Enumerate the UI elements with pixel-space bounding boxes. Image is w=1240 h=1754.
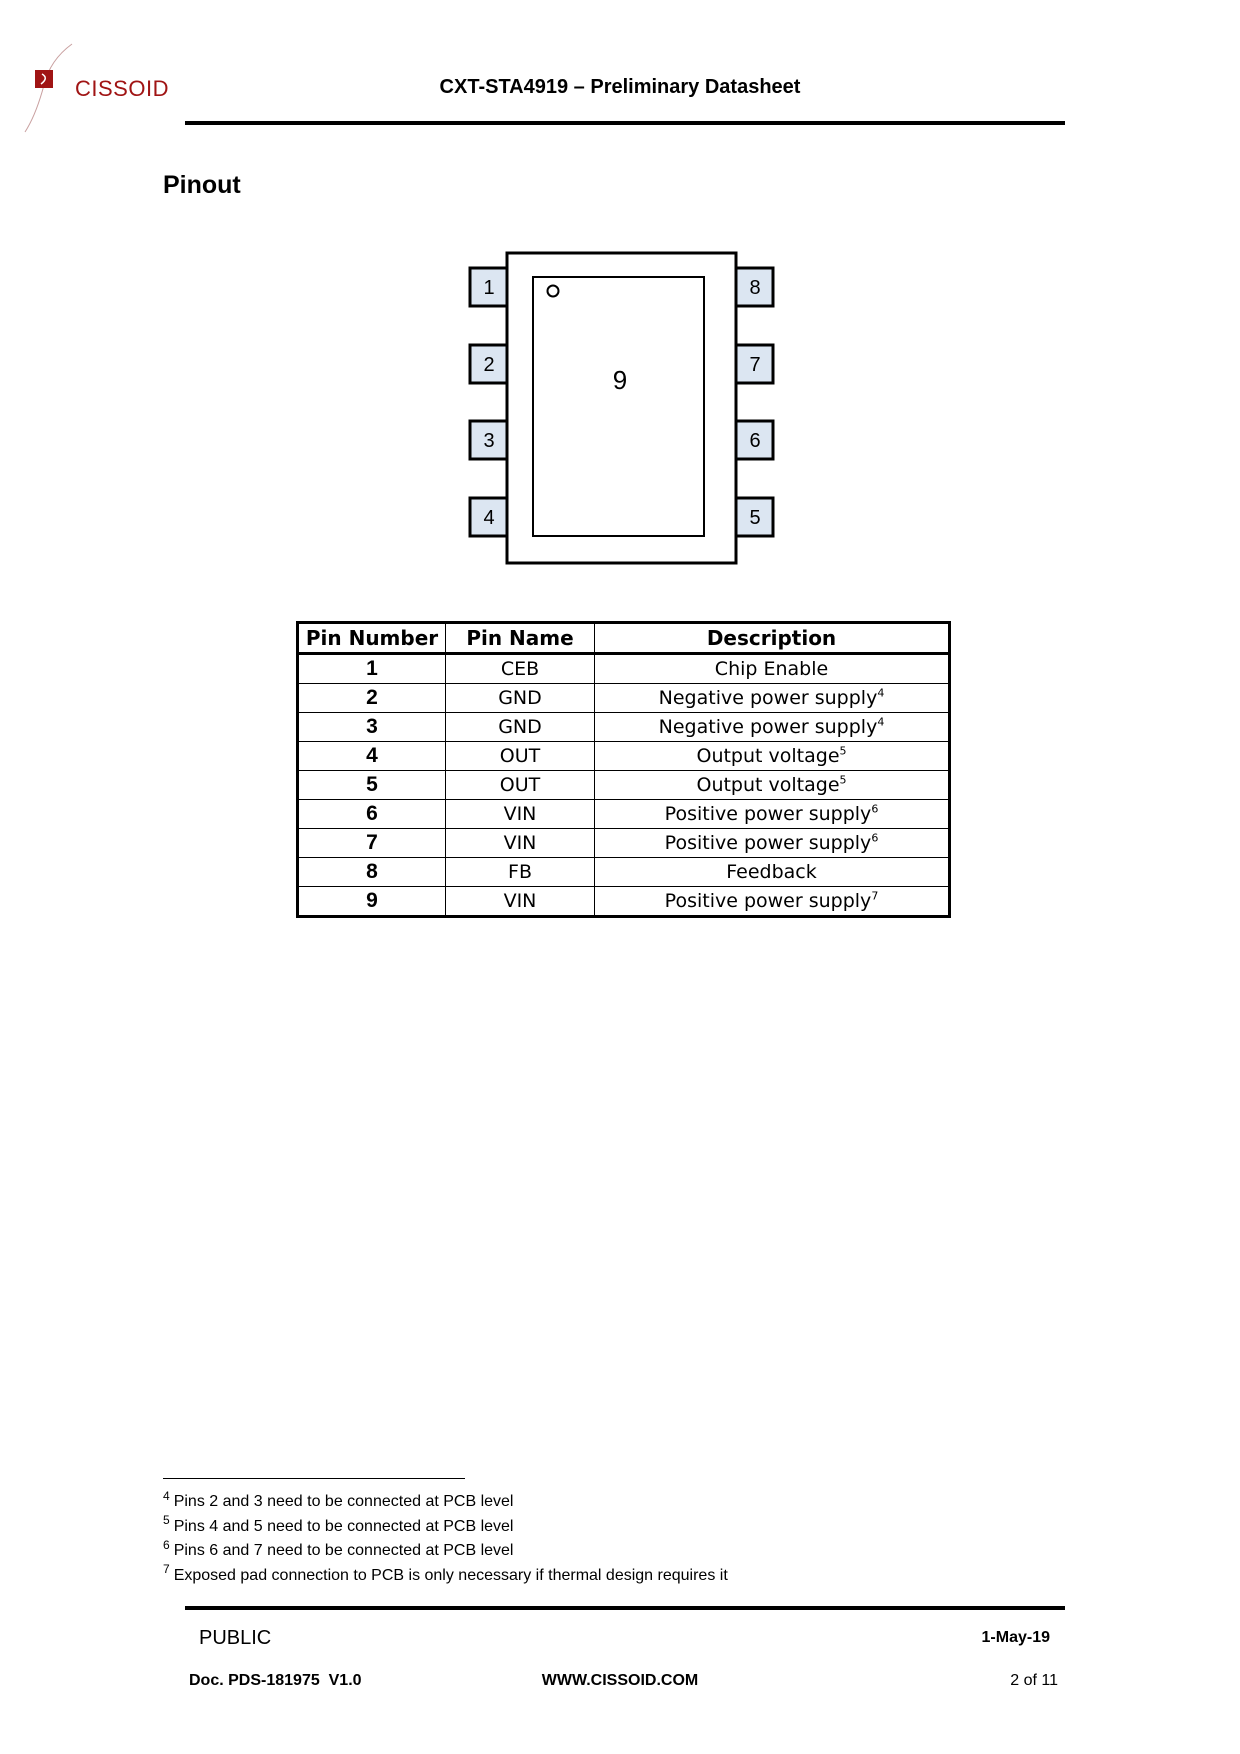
pin-name-cell: VIN — [446, 829, 595, 858]
footnote-mark: 4 — [163, 1488, 170, 1503]
pin-number-cell: 7 — [298, 829, 446, 858]
footnote — [163, 1515, 728, 1540]
footnote — [163, 1490, 728, 1515]
pin-description-text: Positive power supply — [664, 832, 872, 854]
table-row — [298, 684, 950, 713]
pin-description-cell — [595, 858, 950, 887]
col-header-pin-name: Pin Name — [446, 623, 595, 654]
col-header-description: Description — [595, 623, 950, 654]
pin-number-cell: 5 — [298, 771, 446, 800]
footnote — [163, 1539, 728, 1564]
document-id: Doc. PDS-181975 V1.0 — [189, 1672, 362, 1689]
pin-description-cell — [595, 654, 950, 684]
footnote — [163, 1564, 728, 1589]
pin1-marker — [548, 286, 559, 297]
pin-number-cell: 8 — [298, 858, 446, 887]
footnote-ref: 5 — [839, 773, 847, 787]
pin-description-cell — [595, 713, 950, 742]
footer-divider — [185, 1606, 1065, 1610]
footnotes — [163, 1490, 728, 1588]
pin-description-text: Negative power supply — [658, 687, 878, 709]
pin-description-text: Positive power supply — [664, 803, 872, 825]
pin-description-text: Negative power supply — [658, 716, 878, 738]
section-title: Pinout — [163, 171, 241, 199]
pin-name-cell: VIN — [446, 800, 595, 829]
table-row — [298, 800, 950, 829]
pin-name-cell: OUT — [446, 742, 595, 771]
page-number: 2 of 11 — [1010, 1672, 1058, 1689]
pin-label: 7 — [749, 354, 761, 376]
footnote-ref: 6 — [871, 831, 879, 845]
document-date: 1-May-19 — [981, 1629, 1050, 1646]
pin-label: 4 — [483, 507, 495, 529]
pin-description-cell — [595, 800, 950, 829]
table-row — [298, 858, 950, 887]
table-row — [298, 742, 950, 771]
pinout-diagram — [460, 245, 790, 575]
footnote-mark: 7 — [163, 1562, 170, 1577]
pin-name-cell: CEB — [446, 654, 595, 684]
footnote-ref: 5 — [839, 744, 847, 758]
pin-label: 2 — [483, 354, 495, 376]
pin-description-text: Chip Enable — [714, 658, 829, 680]
pin-name-cell: GND — [446, 713, 595, 742]
pin-number-cell: 6 — [298, 800, 446, 829]
table-row — [298, 829, 950, 858]
pin-description-cell — [595, 771, 950, 800]
table-row — [298, 771, 950, 800]
pin-table — [296, 621, 951, 918]
footnote-ref: 6 — [871, 802, 879, 816]
exposed-pad-label: 9 — [612, 365, 628, 395]
pin-label: 1 — [483, 277, 495, 299]
pin-description-cell — [595, 829, 950, 858]
pin-description-text: Positive power supply — [664, 890, 872, 912]
footnote-text: Pins 6 and 7 need to be connected at PCB level — [173, 1542, 514, 1559]
footnote-ref: 7 — [871, 889, 879, 903]
pin-description-text: Output voltage — [696, 774, 840, 796]
footnote-text: Exposed pad connection to PCB is only necessary if thermal design requires it — [173, 1566, 728, 1584]
footnote-divider — [163, 1478, 465, 1479]
pin-description-cell — [595, 684, 950, 713]
col-header-pin-number: Pin Number — [298, 623, 446, 654]
pin-name-cell: VIN — [446, 887, 595, 917]
pin-number-cell: 3 — [298, 713, 446, 742]
footnote-mark: 6 — [163, 1537, 170, 1552]
header-divider — [185, 121, 1065, 125]
classification-label: PUBLIC — [199, 1627, 272, 1649]
pin-label: 8 — [749, 277, 761, 299]
pin-description-cell — [595, 742, 950, 771]
logo-text: CISSOID — [75, 76, 169, 101]
pin-name-cell: GND — [446, 684, 595, 713]
pin-description-text: Output voltage — [696, 745, 840, 767]
table-row — [298, 713, 950, 742]
pin-description-cell — [595, 887, 950, 917]
pin-label: 3 — [483, 430, 495, 452]
pin-label: 6 — [749, 430, 761, 452]
pin-name-cell: FB — [446, 858, 595, 887]
footnote-mark: 5 — [163, 1513, 170, 1528]
pin-number-cell: 4 — [298, 742, 446, 771]
footnote-ref: 4 — [877, 686, 885, 700]
footnote-ref: 4 — [877, 715, 885, 729]
pin-name-cell: OUT — [446, 771, 595, 800]
pin-description-text: Feedback — [726, 861, 817, 883]
document-title: CXT-STA4919 – Preliminary Datasheet — [439, 76, 801, 98]
table-row — [298, 654, 950, 684]
website-link[interactable]: WWW.CISSOID.COM — [541, 1672, 699, 1689]
pin-number-cell: 9 — [298, 887, 446, 917]
pin-number-cell: 2 — [298, 684, 446, 713]
footnote-text: Pins 2 and 3 need to be connected at PCB level — [173, 1493, 514, 1510]
exposed-pad — [533, 277, 704, 536]
pin-label: 5 — [749, 507, 761, 529]
pin-number-cell: 1 — [298, 654, 446, 684]
table-header-row — [298, 623, 950, 654]
table-row — [298, 887, 950, 917]
footnote-text: Pins 4 and 5 need to be connected at PCB level — [173, 1517, 514, 1535]
